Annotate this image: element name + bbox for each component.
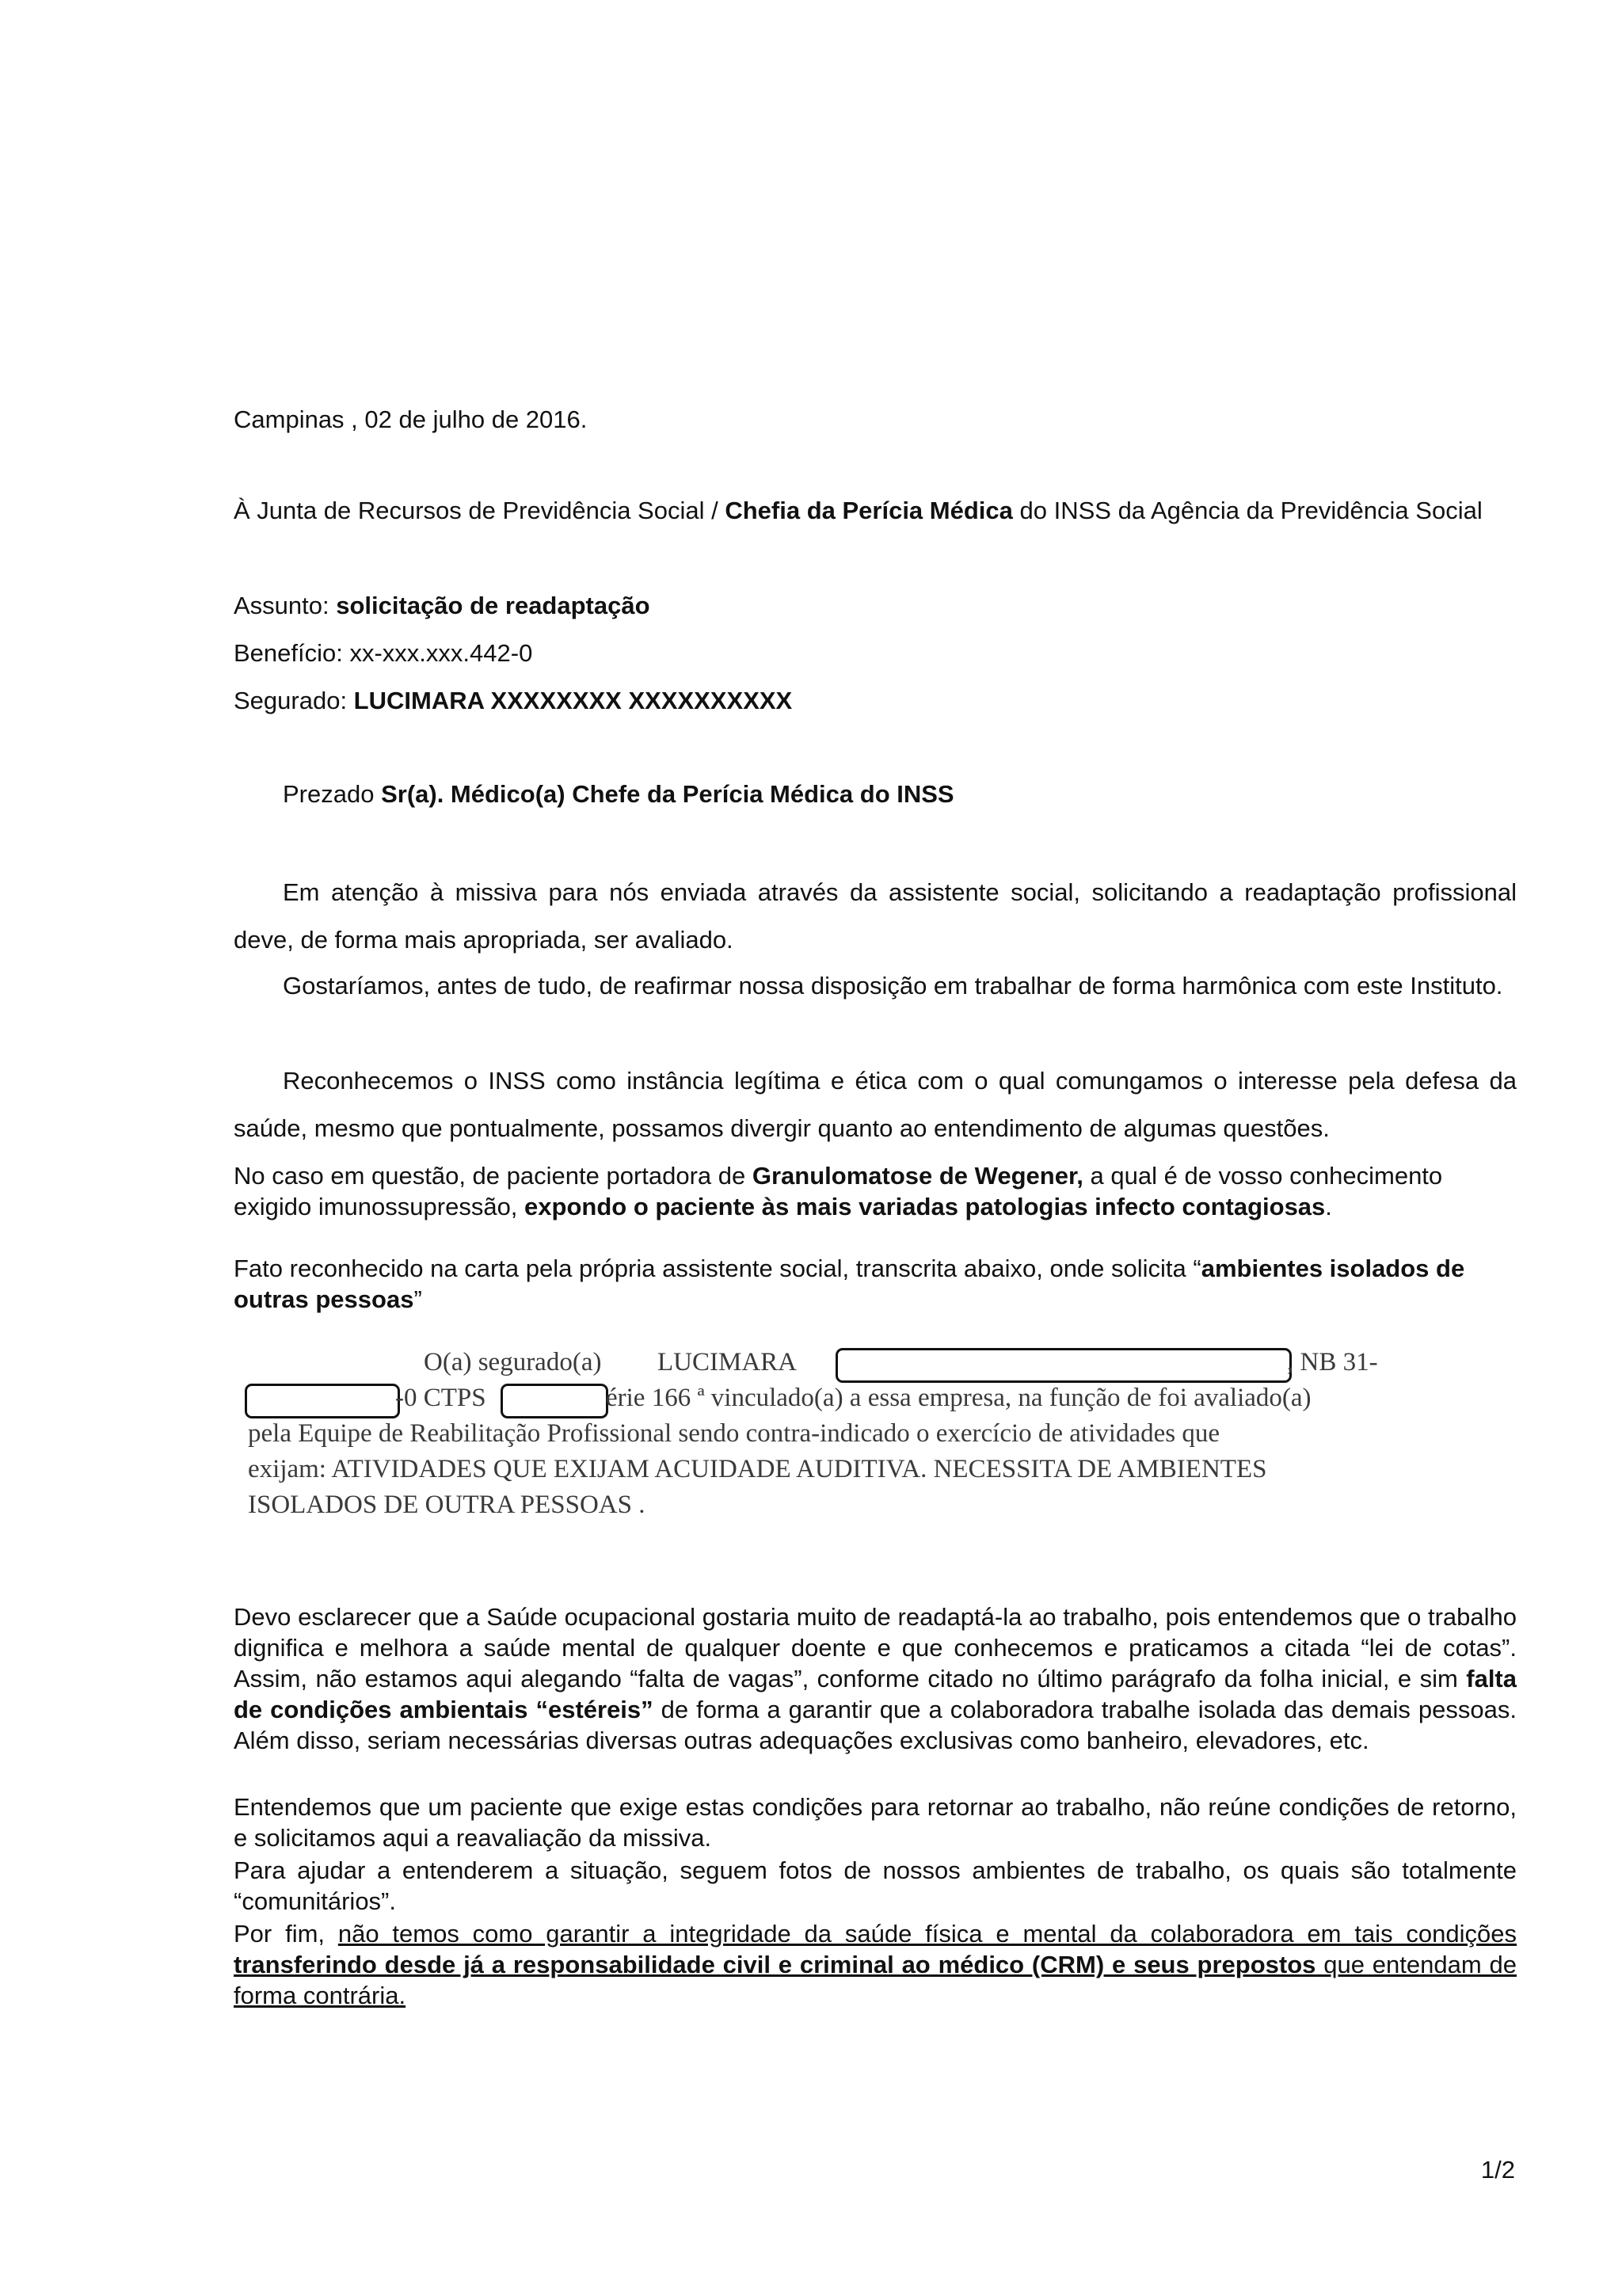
paragraph-4	[234, 1160, 1517, 1222]
insured-label: Segurado:	[234, 687, 354, 714]
p4-c: a qual é de vosso conhecimento exigido imunossupressão,	[234, 1162, 1443, 1220]
salutation-bold: Sr(a). Médico(a) Chefe da Perícia Médica do INSS	[381, 780, 954, 808]
paragraph-2: Gostaríamos, antes de tudo, de reafirmar nossa disposição em trabalhar de forma harmônica com este Instituto.	[283, 972, 1503, 1000]
insured-value: LUCIMARA XXXXXXXX XXXXXXXXXX	[353, 687, 793, 714]
redaction-box-nb	[245, 1384, 400, 1418]
scan-line5: ISOLADOS DE OUTRA PESSOAS .	[248, 1491, 645, 1519]
p4-a: No caso em questão, de paciente portadora de	[234, 1162, 752, 1190]
page-number: 1/2	[1480, 2156, 1515, 2184]
redaction-box-ctps	[501, 1384, 608, 1418]
subject-line	[234, 582, 1517, 630]
redaction-box-name	[836, 1348, 1292, 1383]
p5-b: ambientes isolados de outras pessoas	[234, 1255, 1465, 1313]
benefit-line	[234, 630, 1517, 677]
p6-a: Devo esclarecer que a Saúde ocupacional gostaria muito de readaptá-la ao trabalho, pois entendemos que o trabalho dignifica e melhora a saúde mental de qualquer doente e que conhecemos e praticamos a citada “lei de cotas”. Assim, não estamos aqui alegando “falta de vagas”, conforme citado no último parágrafo da folha inicial, e sim	[234, 1603, 1517, 1692]
p4-b: Granulomatose de Wegener,	[752, 1162, 1083, 1190]
recipient-prefix: À Junta de Recursos de Previdência Social /	[234, 497, 725, 524]
scan-line3: pela Equipe de Reabilitação Profissional sendo contra-indicado o exercício de atividades que	[248, 1419, 1220, 1448]
paragraph-9	[234, 1918, 1517, 2011]
insured-line	[234, 677, 1517, 725]
salutation-prefix: Prezado	[283, 780, 382, 808]
paragraph-5	[234, 1253, 1517, 1315]
scan-line2a: -0 CTPS	[395, 1384, 486, 1412]
recipient-line	[234, 487, 1517, 535]
p4-e: .	[1325, 1193, 1332, 1220]
recipient-suffix: do INSS da Agência da Previdência Social	[1012, 497, 1483, 524]
subject-value: solicitação de readaptação	[336, 592, 650, 619]
paragraph-7: Entendemos que um paciente que exige estas condições para retornar ao trabalho, não reúne condições de retorno, e solicitamos aqui a reavaliação da missiva.	[234, 1793, 1517, 1852]
date-line: Campinas , 02 de julho de 2016.	[234, 406, 588, 433]
scan-line2b: érie 166 ª vinculado(a) a essa empresa, na função de foi avaliado(a)	[606, 1384, 1312, 1412]
p5-a: Fato reconhecido na carta pela própria assistente social, transcrita abaixo, onde solicita “	[234, 1255, 1201, 1282]
scan-line1a: O(a) segurado(a)	[424, 1348, 602, 1376]
p9-a: Por fim,	[234, 1920, 338, 1948]
p6-c: de forma a garantir que a colaboradora trabalhe isolada das demais pessoas. Além disso, seriam necessárias diversas outras adequações exclusivas como banheiro, elevadores, etc.	[234, 1696, 1517, 1754]
scan-line4: exijam: ATIVIDADES QUE EXIJAM ACUIDADE AUDITIVA. NECESSITA DE AMBIENTES	[248, 1455, 1267, 1483]
p6-b: falta de condições ambientais “estéreis”	[234, 1665, 1517, 1723]
paragraph-6	[234, 1601, 1517, 1756]
recipient-bold: Chefia da Perícia Médica	[725, 497, 1013, 524]
paragraph-1: Em atenção à missiva para nós enviada através da assistente social, solicitando a readaptação profissional deve, de forma mais apropriada, ser avaliado.	[234, 878, 1517, 954]
benefit-value: xx-xxx.xxx.442-0	[349, 639, 533, 667]
subject-label: Assunto:	[234, 592, 337, 619]
salutation	[283, 780, 954, 809]
p5-c: ”	[413, 1285, 422, 1313]
p9-b: não temos como garantir a integridade da saúde física e mental da colaboradora em tais condições	[337, 1920, 1517, 1948]
benefit-label: Benefício:	[234, 639, 350, 667]
scan-line1c: , NB 31-	[1287, 1348, 1378, 1376]
paragraph-8: Para ajudar a entenderem a situação, seguem fotos de nossos ambientes de trabalho, os quais são totalmente “comunitários”.	[234, 1856, 1517, 1915]
p4-d: expondo o paciente às mais variadas patologias infecto contagiosas	[524, 1193, 1326, 1220]
p9-d: que entendam de forma contrária.	[234, 1951, 1517, 2009]
paragraph-3: Reconhecemos o INSS como instância legítima e ética com o qual comungamos o interesse pela defesa da saúde, mesmo que pontualmente, possamos divergir quanto ao entendimento de algumas questões.	[234, 1067, 1517, 1142]
scanned-excerpt	[234, 1346, 1434, 1548]
scan-line1b: LUCIMARA	[657, 1348, 798, 1376]
p9-c: transferindo desde já a responsabilidade civil e criminal ao médico (CRM) e seus prepostos	[234, 1951, 1316, 1978]
